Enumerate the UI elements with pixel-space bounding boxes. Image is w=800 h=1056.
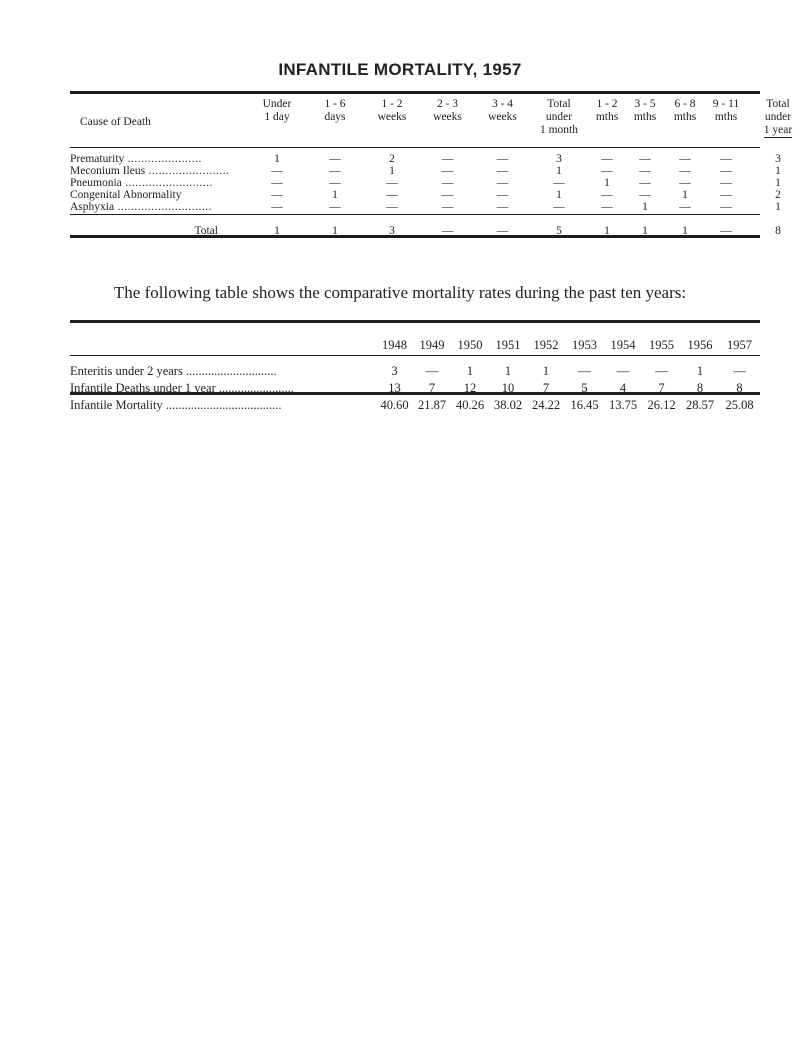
year-header: 1950 xyxy=(457,338,483,352)
cell: — xyxy=(601,153,613,165)
cell: 40.26 xyxy=(455,398,485,412)
cell: 7 xyxy=(428,381,436,395)
cell: 3 xyxy=(391,364,398,378)
row-label: Prematurity xyxy=(70,153,125,165)
leader-dots: ..................................... xyxy=(162,398,282,412)
total-cell: — xyxy=(720,225,732,237)
table1-top-rule xyxy=(70,91,760,94)
cell: 16.45 xyxy=(570,398,599,412)
leader-dots: ............................. xyxy=(182,364,277,378)
cell: — xyxy=(553,201,565,213)
cell: 2 xyxy=(389,153,395,165)
cell: 26.12 xyxy=(647,398,676,412)
cell: 5 xyxy=(581,381,588,395)
cell: 1 xyxy=(274,153,280,165)
total-cell: 8 xyxy=(775,225,781,237)
cell: 1 xyxy=(604,177,610,189)
total-cell: 5 xyxy=(556,225,562,237)
cell: — xyxy=(679,153,691,165)
cell: 21.87 xyxy=(417,398,447,412)
cell: — xyxy=(386,189,398,201)
cell: — xyxy=(271,177,283,189)
row-label: Congenital Abnormality xyxy=(70,189,182,201)
cell: — xyxy=(639,177,651,189)
cell: 25.08 xyxy=(725,398,754,412)
table-row xyxy=(70,201,800,213)
cell: — xyxy=(386,201,398,213)
cell: — xyxy=(639,153,651,165)
header-1-2-mths: 1 - 2 mths xyxy=(595,98,619,123)
cell: — xyxy=(601,201,613,213)
cell: 13.75 xyxy=(608,398,638,412)
table-row xyxy=(70,363,760,380)
cell: 1 xyxy=(682,189,688,201)
cell: 8 xyxy=(736,381,743,395)
cell: — xyxy=(271,165,283,177)
cell: — xyxy=(720,201,732,213)
cell: 3 xyxy=(556,153,562,165)
year-header: 1953 xyxy=(572,338,597,352)
cell: — xyxy=(720,153,732,165)
cell: — xyxy=(496,177,509,189)
table-row xyxy=(70,153,800,165)
cell: — xyxy=(553,177,565,189)
cell: — xyxy=(441,189,454,201)
cell: — xyxy=(271,201,283,213)
total-cell: 1 xyxy=(642,225,648,237)
cell: — xyxy=(386,177,398,189)
cell: 2 xyxy=(775,189,781,201)
table-row xyxy=(70,397,760,414)
year-header: 1954 xyxy=(610,338,636,352)
cell: — xyxy=(616,364,630,378)
header-total-under-1-month: Total under 1 month xyxy=(539,98,578,136)
cell: 7 xyxy=(542,381,550,395)
intro-text: The following table shows the comparative mortality rates during the past ten years: xyxy=(113,283,687,302)
cell: — xyxy=(441,177,454,189)
header-6-8-mths: 6 - 8 mths xyxy=(673,98,697,123)
cell: — xyxy=(496,165,509,177)
table-row xyxy=(70,380,760,397)
cell: 1 xyxy=(389,165,395,177)
leader-dots: ...................... xyxy=(124,153,202,165)
header-3-5-mths: 3 - 5 mths xyxy=(633,98,657,123)
leader-dots: ........................ xyxy=(215,381,294,395)
header-9-11-mths: 9 - 11 mths xyxy=(712,98,740,123)
cell: — xyxy=(639,189,651,201)
cell: — xyxy=(425,364,439,378)
cell: 28.57 xyxy=(685,398,715,412)
cell: 13 xyxy=(388,381,401,395)
cell: — xyxy=(679,201,691,213)
cell: — xyxy=(441,201,454,213)
cell: 4 xyxy=(619,381,627,395)
table-row xyxy=(70,189,800,201)
cell: — xyxy=(639,165,651,177)
cell: 1 xyxy=(542,364,550,378)
year-header: 1955 xyxy=(649,338,674,352)
cell: 1 xyxy=(556,189,562,201)
cell: — xyxy=(601,165,613,177)
header-total-under-1-year: Total under 1 year xyxy=(763,98,793,136)
cell: — xyxy=(578,364,591,378)
cell: 1 xyxy=(775,177,781,189)
cell: 1 xyxy=(332,189,338,201)
cell: — xyxy=(679,177,691,189)
total-cell: — xyxy=(496,225,509,237)
cell: 8 xyxy=(696,381,704,395)
total-cell: 1 xyxy=(604,225,610,237)
total-cell: — xyxy=(441,225,454,237)
cell: 38.02 xyxy=(493,398,523,412)
cell: 1 xyxy=(556,165,562,177)
year-header: 1949 xyxy=(419,338,445,352)
total-cell: 3 xyxy=(389,225,395,237)
row-label: Meconium Ileus xyxy=(70,165,146,177)
rates-header-blank xyxy=(70,334,376,356)
leader-dots: ........................ xyxy=(145,165,230,177)
cell: 1 xyxy=(642,201,648,213)
causes-table xyxy=(70,96,793,237)
year-header: 1952 xyxy=(533,338,559,352)
cell: 1 xyxy=(696,364,704,378)
cell: — xyxy=(733,364,746,378)
row-label: Infantile Mortality xyxy=(70,398,163,412)
row-label: Infantile Deaths under 1 year xyxy=(70,381,216,395)
cell: — xyxy=(655,364,668,378)
rates-table xyxy=(70,334,760,414)
page-title: INFANTILE MORTALITY, 1957 xyxy=(278,60,522,79)
row-label: Pneumonia xyxy=(70,177,122,189)
year-header: 1957 xyxy=(727,338,752,352)
row-label: Enteritis under 2 years xyxy=(70,364,183,378)
cell: 1 xyxy=(775,165,781,177)
cell: — xyxy=(496,189,509,201)
cell: 3 xyxy=(775,153,781,165)
cell: 24.22 xyxy=(531,398,561,412)
cell: — xyxy=(496,153,509,165)
table-row xyxy=(70,177,800,189)
cell: — xyxy=(720,189,732,201)
cell: 1 xyxy=(775,201,781,213)
year-header: 1948 xyxy=(382,338,407,352)
cell: — xyxy=(329,177,341,189)
leader-dots: .......................... xyxy=(121,177,213,189)
header-2-3-weeks: 2 - 3 weeks xyxy=(433,98,462,123)
total-row xyxy=(70,213,800,237)
cell: — xyxy=(601,189,613,201)
header-cause: Cause of Death xyxy=(80,116,151,128)
cell: — xyxy=(329,153,341,165)
cell: 10 xyxy=(501,381,515,395)
cell: — xyxy=(441,165,454,177)
year-header: 1956 xyxy=(687,338,713,352)
table2-top-rule xyxy=(70,320,760,323)
cell: — xyxy=(441,153,454,165)
cell: 1 xyxy=(504,364,512,378)
cell: 1 xyxy=(466,364,474,378)
year-header: 1951 xyxy=(495,338,521,352)
header-1-6-days: 1 - 6 days xyxy=(324,98,346,123)
cell: 7 xyxy=(658,381,665,395)
cell: — xyxy=(329,165,341,177)
leader-dots: ............................ xyxy=(114,201,212,213)
table-row xyxy=(70,165,800,177)
header-3-4-weeks: 3 - 4 weeks xyxy=(488,98,517,123)
total-cell: 1 xyxy=(682,225,688,237)
cell: — xyxy=(271,189,283,201)
header-under-1-day: Under 1 day xyxy=(262,98,292,123)
total-cell: 1 xyxy=(332,225,338,237)
header-1-2-weeks: 1 - 2 weeks xyxy=(377,98,407,123)
cell: — xyxy=(720,165,732,177)
cell: — xyxy=(720,177,732,189)
row-label: Asphyxia xyxy=(70,201,115,213)
total-label: Total xyxy=(194,225,218,237)
cell: — xyxy=(496,201,509,213)
cell: 12 xyxy=(463,381,477,395)
cell: — xyxy=(679,165,691,177)
total-cell: 1 xyxy=(274,225,280,237)
cell: — xyxy=(329,201,341,213)
cell: 40.60 xyxy=(380,398,409,412)
